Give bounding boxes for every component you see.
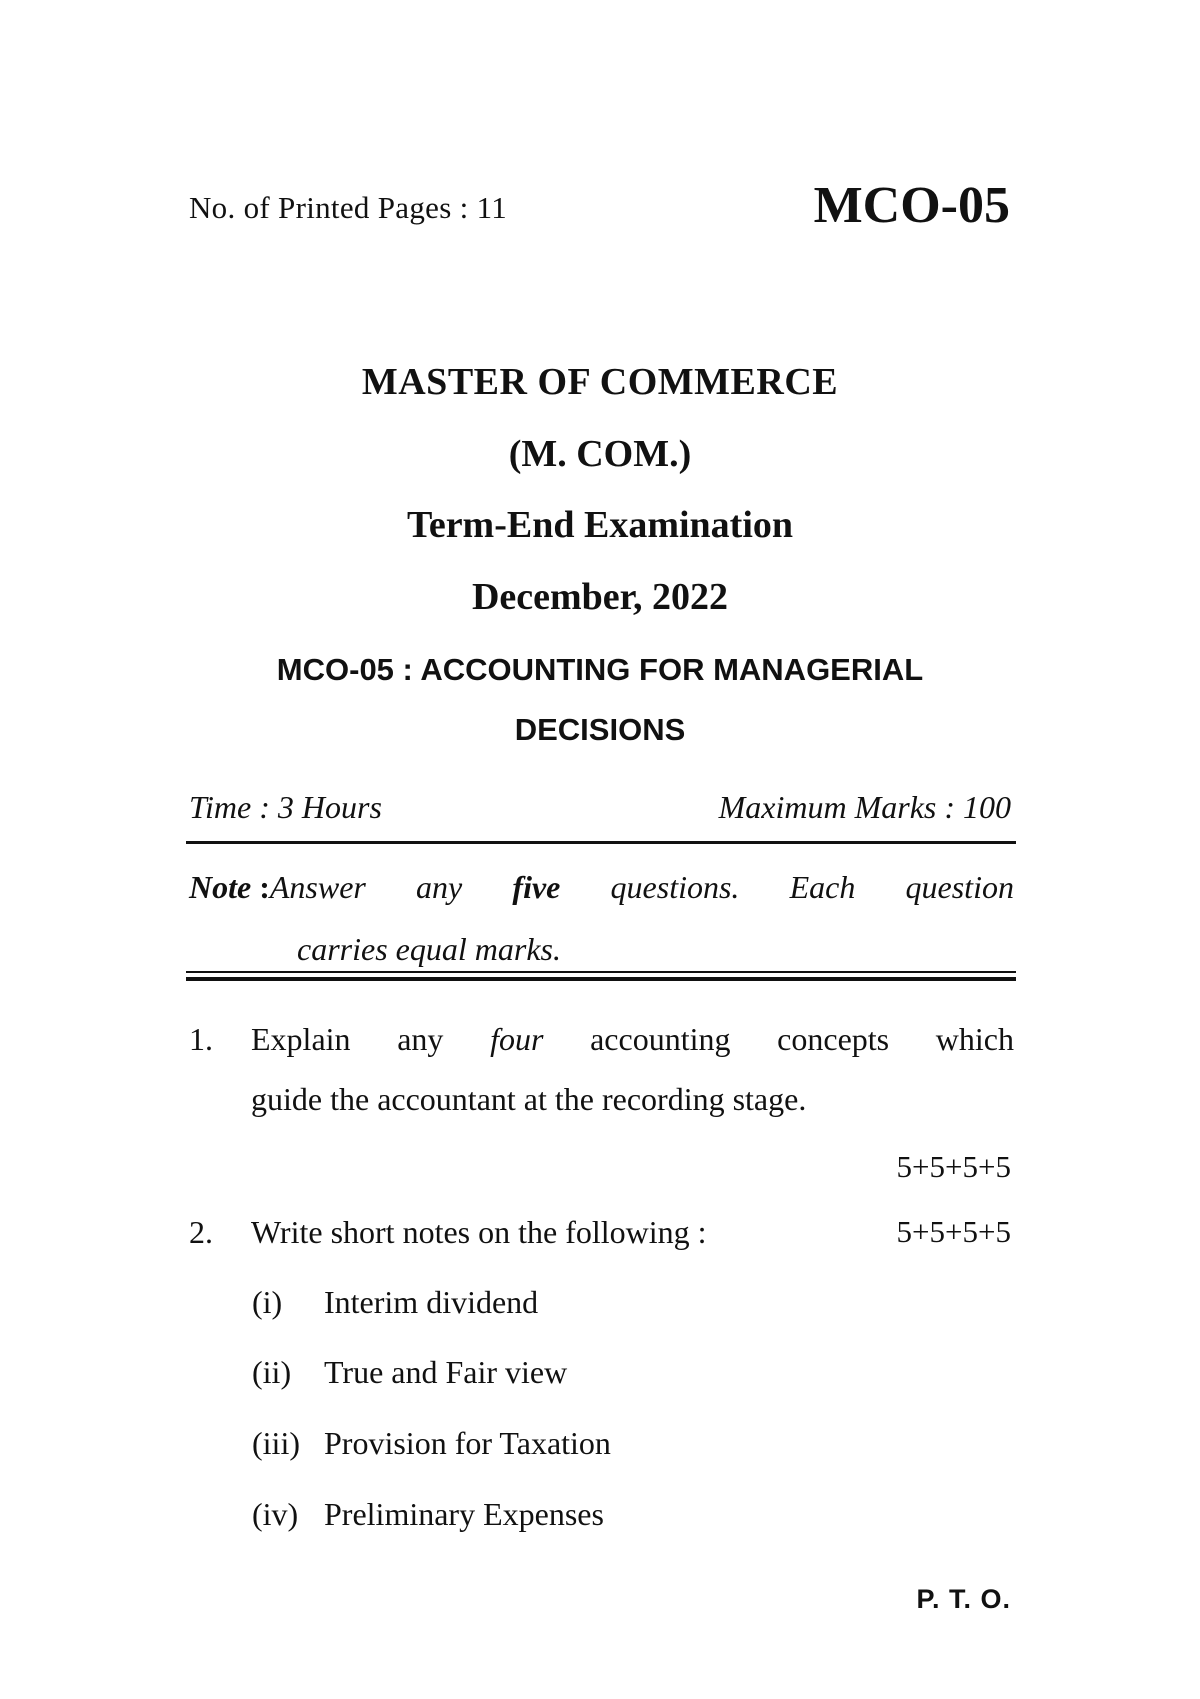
note-word: questions. xyxy=(610,869,740,905)
part-number: (ii) xyxy=(252,1354,292,1390)
question-number: 2. xyxy=(189,1214,213,1250)
degree-short: (M. COM.) xyxy=(508,433,692,475)
note-word-emphasis: five xyxy=(512,869,561,905)
question-1-line2: guide the accountant at the recording stage. xyxy=(251,1081,807,1117)
question-1-text xyxy=(251,1009,1014,1129)
part-text: Interim dividend xyxy=(324,1284,539,1320)
question-2-marks: 5+5+5+5 xyxy=(896,1214,1011,1249)
double-rule-bottom xyxy=(186,977,1016,981)
question-word: which xyxy=(935,1021,1014,1057)
time-allowed: Time : 3 Hours xyxy=(189,789,382,825)
part-text: True and Fair view xyxy=(324,1354,568,1390)
part-text: Provision for Taxation xyxy=(324,1425,611,1461)
course-code: MCO-05 xyxy=(813,177,1010,234)
question-word: accounting xyxy=(590,1021,731,1057)
double-rule-top xyxy=(186,971,1016,973)
part-number: (i) xyxy=(252,1284,283,1320)
exam-title: Term-End Examination xyxy=(406,504,794,546)
note-lead xyxy=(189,856,366,918)
part-number: (iv) xyxy=(252,1496,299,1532)
note-label: Note xyxy=(189,869,252,905)
note-word: question xyxy=(905,869,1014,905)
question-word: concepts xyxy=(777,1021,890,1057)
instructions-note xyxy=(189,856,1014,980)
note-line1 xyxy=(189,856,1014,918)
question-word-emphasis: four xyxy=(490,1021,544,1057)
part-text: Preliminary Expenses xyxy=(324,1496,604,1532)
note-word: Answer xyxy=(269,869,366,905)
subject-title-line2: DECISIONS xyxy=(514,712,686,747)
note-word: any xyxy=(416,869,463,905)
please-turn-over: P. T. O. xyxy=(916,1584,1011,1614)
question-1-line1 xyxy=(251,1009,1014,1069)
question-word: Explain xyxy=(251,1021,351,1057)
note-colon: : xyxy=(259,869,270,905)
exam-session: December, 2022 xyxy=(471,576,729,618)
question-2-text: Write short notes on the following : xyxy=(251,1214,707,1250)
degree-title: MASTER OF COMMERCE xyxy=(361,361,839,403)
subject-title-line1: MCO-05 : ACCOUNTING FOR MANAGERIAL xyxy=(276,652,924,687)
maximum-marks: Maximum Marks : 100 xyxy=(718,789,1011,825)
part-number: (iii) xyxy=(252,1425,300,1461)
question-1-marks: 5+5+5+5 xyxy=(896,1149,1011,1184)
printed-pages-count: No. of Printed Pages : 11 xyxy=(189,190,508,225)
note-word: Each xyxy=(789,869,856,905)
note-line2: carries equal marks. xyxy=(297,931,561,967)
question-word: any xyxy=(397,1021,444,1057)
question-number: 1. xyxy=(189,1021,213,1057)
divider-rule xyxy=(186,841,1016,844)
